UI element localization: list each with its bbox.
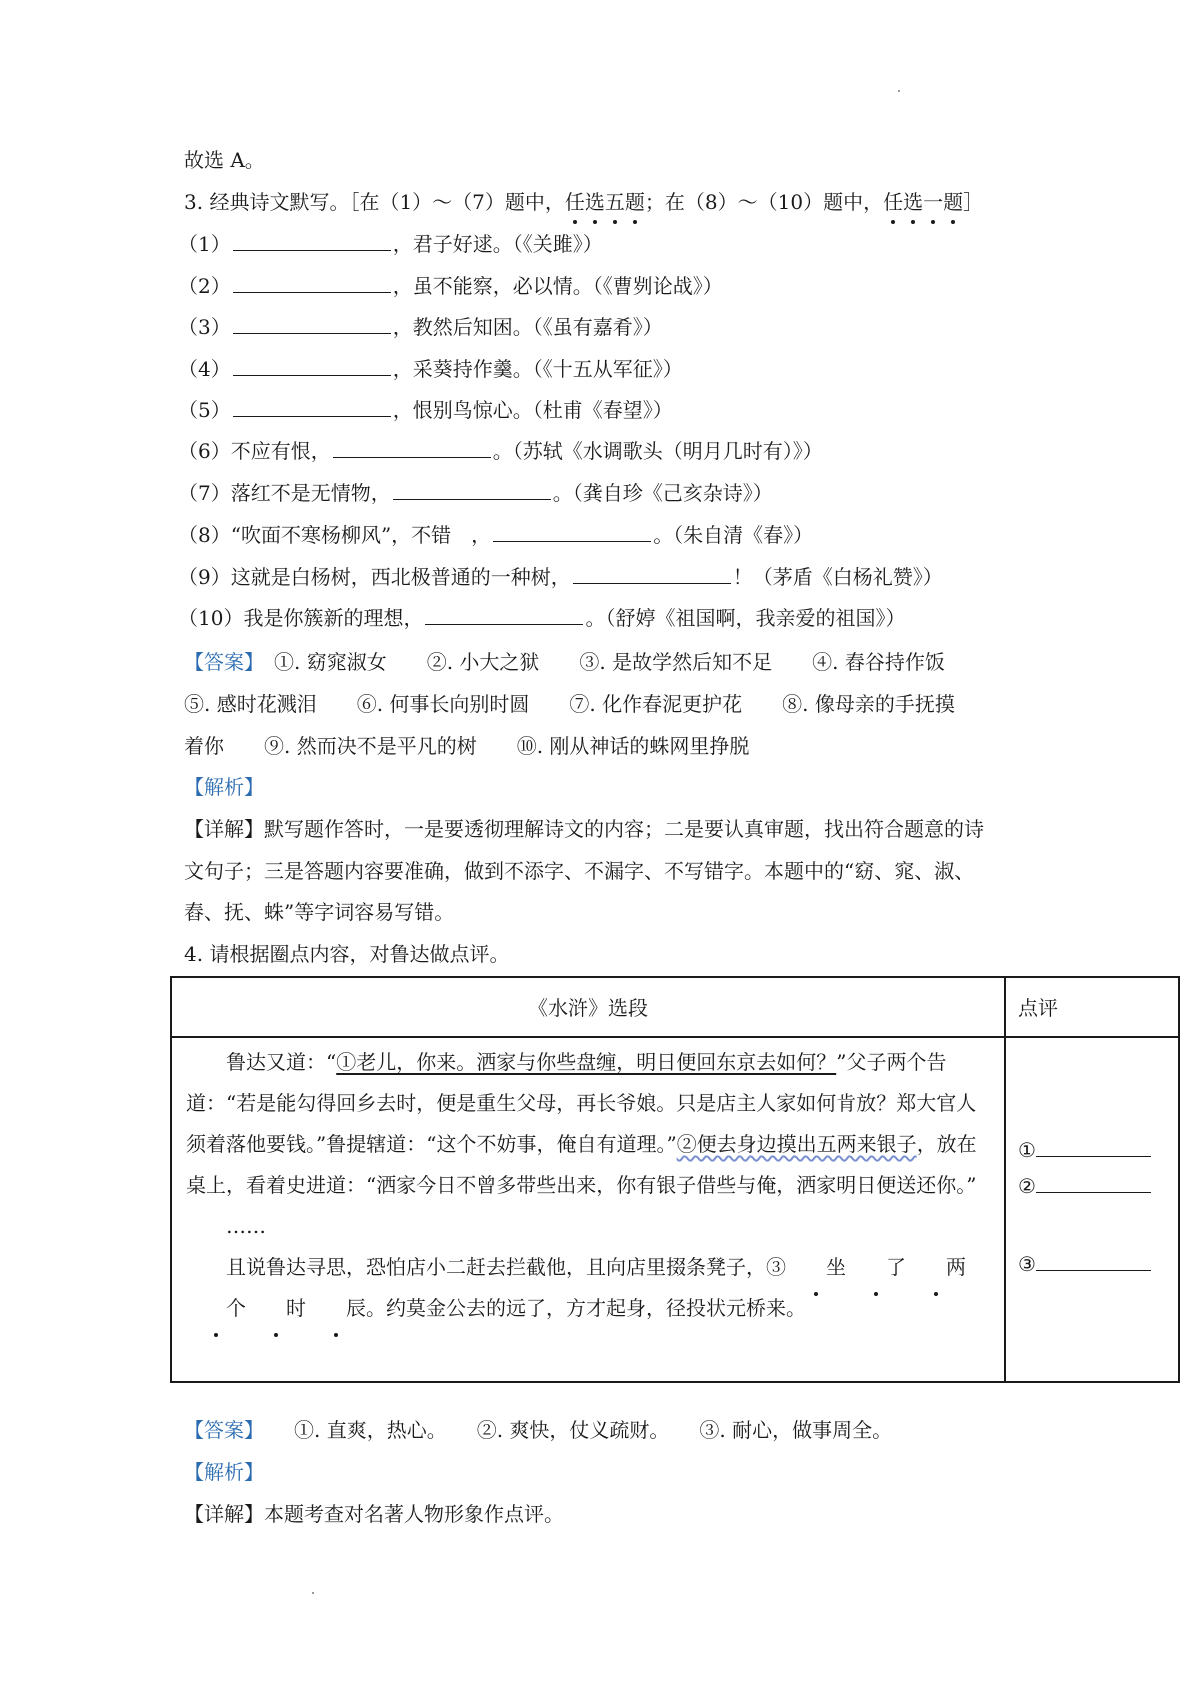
- q3-stem: [184, 188, 983, 216]
- q3-item-suffix: 。（龚自珍《己亥杂诗》）: [552, 481, 773, 505]
- q3-item-blank[interactable]: [233, 398, 391, 417]
- q3-item-suffix: 。（苏轼《水调歌头（明月几时有）》）: [492, 439, 823, 463]
- q3-detail-line-2: 文句子；三是答题内容要准确，做到不添字、不漏字、不写错字。本题中的“窈、窕、淑、: [184, 859, 975, 883]
- table-header-excerpt: 《水浒》选段: [528, 996, 648, 1020]
- q3-item-prefix: （8）“吹面不寒杨柳风”，不错 ，: [178, 523, 492, 547]
- emphasis-char: 任: [883, 190, 904, 214]
- q3-answer-line-3: 着你 ⑨. 然而决不是平凡的树 ⑩. 刚从神话的蛛网里挣脱: [184, 734, 750, 758]
- excerpt-body: [186, 1042, 996, 1329]
- q3-item-4: [178, 355, 683, 383]
- q3-item-suffix: 。（朱自清《春》）: [653, 523, 814, 547]
- excerpt-wavy-2: ②便去身边摸出五两来银子: [676, 1132, 917, 1156]
- q3-item-blank[interactable]: [233, 315, 391, 334]
- intro-line: 故选 A。: [184, 148, 265, 172]
- excerpt-p1-c: ，放在桌上，看着史进道：“洒家今日不曾多带些出来，你有银子借些与俺，洒家明日便送还你。”: [186, 1132, 977, 1197]
- emphasis-char: 坐: [786, 1247, 846, 1288]
- q3-item-prefix: （2）: [178, 274, 231, 298]
- q3-item-1: [178, 230, 603, 258]
- comment-slot-2[interactable]: [1018, 1174, 1151, 1198]
- q3-detail-line-1: 【详解】默写题作答时，一是要透彻理解诗文的内容；二是要认真审题，找出符合题意的诗: [184, 817, 984, 841]
- q3-item-7: [178, 479, 773, 507]
- emphasis-char: 题: [624, 190, 645, 214]
- q3-item-prefix: （10）我是你簇新的理想，: [178, 606, 424, 630]
- q3-item-3: [178, 313, 663, 341]
- q3-item-suffix: ，采葵持作羹。（《十五从军征》）: [392, 357, 683, 381]
- q4-answer-tag: 【答案】: [184, 1418, 254, 1442]
- excerpt-p2-b: 。约莫金公去的远了，方才起身，径投状元桥来。: [366, 1296, 806, 1320]
- emphasis-char: 选: [584, 190, 605, 214]
- emphasis-char: 了: [846, 1247, 906, 1288]
- comment-blank-1[interactable]: [1036, 1138, 1151, 1157]
- excerpt-ellipsis: ……: [226, 1214, 266, 1238]
- emphasis-char: 两: [906, 1247, 966, 1288]
- q3-answer-line-2: ⑤. 感时花溅泪 ⑥. 何事长向别时圆 ⑦. 化作春泥更护花 ⑧. 像母亲的手抚摸: [184, 692, 955, 716]
- q3-item-blank[interactable]: [393, 481, 551, 500]
- q3-item-suffix: ，虽不能察，必以情。（《曹刿论战》）: [392, 274, 723, 298]
- q3-analysis-tag: 【解析】: [184, 775, 264, 799]
- emphasis-char: 题: [943, 190, 964, 214]
- q3-item-suffix: ，教然后知困。（《虽有嘉肴》）: [392, 315, 663, 339]
- q3-item-blank[interactable]: [233, 232, 391, 251]
- table-divider-vertical: [1004, 978, 1006, 1381]
- q3-item-prefix: （6）不应有恨，: [178, 439, 331, 463]
- q3-item-10: [178, 604, 905, 632]
- comment-label-2: ②: [1018, 1174, 1036, 1198]
- comment-label-1: ①: [1018, 1138, 1036, 1162]
- q3-item-suffix: 。（舒婷《祖国啊，我亲爱的祖国》）: [585, 606, 906, 630]
- q3-stem-dot2: [883, 190, 963, 214]
- scan-speck: [898, 90, 900, 92]
- comment-label-3: ③: [1018, 1252, 1036, 1276]
- comment-blank-3[interactable]: [1036, 1252, 1151, 1271]
- q3-item-suffix: ！（茅盾《白杨礼赞》）: [732, 565, 943, 589]
- emphasis-char: 一: [923, 190, 944, 214]
- q3-item-blank[interactable]: [233, 357, 391, 376]
- emphasis-char: 个: [186, 1288, 246, 1329]
- q3-item-blank[interactable]: [233, 274, 391, 293]
- excerpt-p1-b: ”父子两个告道：“若是能勾得回乡去时，便是重生父母，再长爷娘。只是店主人家如何肯放？郑大官人须着落他要钱。”鲁提辖道：“这个不妨事，俺自有道理。”: [186, 1050, 977, 1156]
- q3-stem-dot1: [565, 190, 645, 214]
- emphasis-char: 辰: [306, 1288, 366, 1329]
- q3-stem-b: ；在（8）～（10）题中，: [644, 190, 884, 214]
- q3-item-prefix: （9）这就是白杨树，西北极普通的一种树，: [178, 565, 571, 589]
- q3-stem-a: 3. 经典诗文默写。［在（1）～（7）题中，: [184, 190, 565, 214]
- q4-answer-text: ①. 直爽，热心。 ②. 爽快，仗义疏财。 ③. 耐心，做事周全。: [254, 1418, 893, 1442]
- table-header-comment: 点评: [1018, 996, 1058, 1020]
- q3-item-prefix: （3）: [178, 315, 231, 339]
- excerpt-table: [170, 976, 1180, 1383]
- answer-tag: 【答案】: [184, 650, 254, 674]
- comment-slot-3[interactable]: [1018, 1252, 1151, 1276]
- q4-stem: 4. 请根据圈点内容，对鲁达做点评。: [184, 942, 510, 966]
- q4-answer-line: [184, 1416, 892, 1444]
- comment-slot-1[interactable]: [1018, 1138, 1151, 1162]
- table-divider-horizontal: [172, 1036, 1178, 1038]
- q3-item-6: [178, 437, 823, 465]
- q3-item-prefix: （5）: [178, 398, 231, 422]
- emphasis-char: 时: [246, 1288, 306, 1329]
- excerpt-paragraph-2: [186, 1247, 996, 1329]
- q3-stem-dotted-1: [565, 190, 645, 214]
- q3-item-prefix: （1）: [178, 232, 231, 256]
- q3-item-blank[interactable]: [493, 523, 651, 542]
- q3-item-9: [178, 563, 943, 591]
- excerpt-p1-a: 鲁达又道：“: [226, 1050, 337, 1074]
- q3-item-blank[interactable]: [425, 606, 583, 625]
- q4-analysis-tag: 【解析】: [184, 1460, 264, 1484]
- emphasis-char: 选: [903, 190, 924, 214]
- excerpt-paragraph-1: [186, 1042, 996, 1206]
- q3-item-blank[interactable]: [333, 439, 491, 458]
- q3-item-suffix: ，恨别鸟惊心。（杜甫《春望》）: [392, 398, 673, 422]
- emphasis-char: 任: [564, 190, 585, 214]
- q3-item-8: [178, 521, 813, 549]
- scan-speck: [312, 1592, 314, 1594]
- q3-stem-dotted-2: [883, 190, 963, 214]
- answer-text: ①. 窈窕淑女 ②. 小大之狱 ③. 是故学然后知不足 ④. 舂谷持作饭: [254, 650, 945, 674]
- q3-answer-line-1: [184, 648, 945, 676]
- q3-item-suffix: ，君子好逑。（《关雎》）: [392, 232, 603, 256]
- q3-detail-line-3: 舂、抚、蛛”等字词容易写错。: [184, 900, 455, 924]
- q3-item-blank[interactable]: [573, 565, 731, 584]
- q3-item-prefix: （7）落红不是无情物，: [178, 481, 391, 505]
- q3-item-5: [178, 396, 673, 424]
- q3-item-prefix: （4）: [178, 357, 231, 381]
- excerpt-p2-a: 且说鲁达寻思，恐怕店小二赶去拦截他，且向店里掇条凳子，③: [226, 1255, 786, 1279]
- q3-item-2: [178, 272, 723, 300]
- q3-stem-c: ］: [963, 190, 984, 214]
- comment-blank-2[interactable]: [1036, 1174, 1151, 1193]
- excerpt-underlined-1: ①老儿，你来。洒家与你些盘缠，明日便回东京去如何？: [336, 1050, 837, 1074]
- emphasis-char: 五: [604, 190, 625, 214]
- q4-detail: 【详解】本题考查对名著人物形象作点评。: [184, 1502, 564, 1526]
